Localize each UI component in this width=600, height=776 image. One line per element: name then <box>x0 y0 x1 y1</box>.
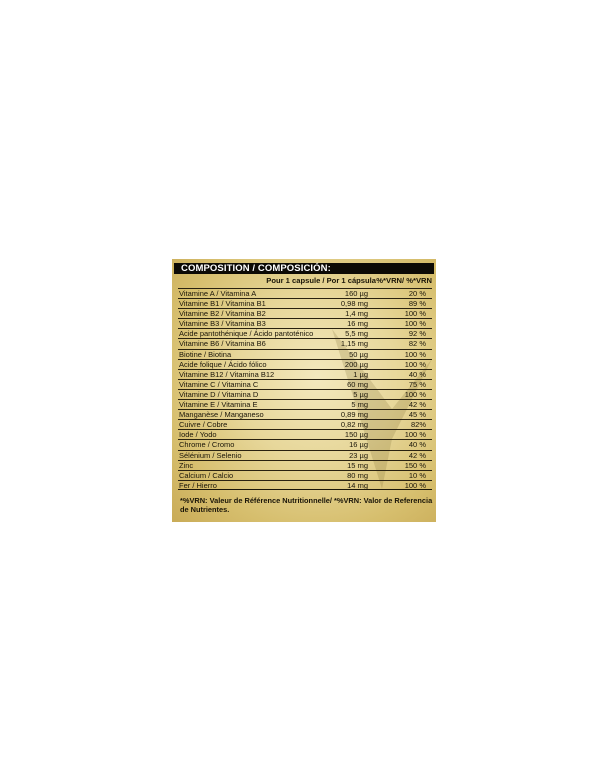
nutrient-name: Zinc <box>179 460 194 470</box>
nutrient-vrn-percent: 100 % <box>404 430 426 440</box>
nutrient-name: Vitamine B12 / Vitamina B12 <box>179 369 275 379</box>
nutrient-vrn-percent: 100 % <box>404 349 426 359</box>
table-row <box>178 470 432 480</box>
table-row <box>178 419 432 429</box>
table-row <box>178 288 432 298</box>
table-row <box>178 328 432 338</box>
nutrient-amount: 60 mg <box>347 379 368 389</box>
nutrient-vrn-percent: 20 % <box>408 289 426 298</box>
nutrient-amount: 1,15 mg <box>340 339 368 349</box>
nutrient-table <box>178 288 432 490</box>
table-row <box>178 379 432 389</box>
nutrient-amount: 160 µg <box>344 289 368 298</box>
nutrient-amount: 200 µg <box>344 359 368 369</box>
nutrient-vrn-percent: 42 % <box>408 450 426 460</box>
column-headers <box>172 275 436 286</box>
nutrient-name: Vitamine E / Vitamina E <box>179 400 258 410</box>
nutrient-amount: 14 mg <box>347 480 368 490</box>
nutrient-amount: 16 mg <box>347 319 368 329</box>
table-row <box>178 409 432 419</box>
table-row <box>178 460 432 470</box>
table-row <box>178 439 432 449</box>
nutrient-amount: 0,82 mg <box>340 420 368 430</box>
vrn-column-header: %*VRN/ %*VRN <box>376 276 432 285</box>
nutrient-name: Vitamine C / Vitamina C <box>179 379 259 389</box>
nutrient-amount: 80 mg <box>347 470 368 480</box>
composition-title: COMPOSITION / COMPOSICIÓN: <box>174 263 434 274</box>
table-row <box>178 308 432 318</box>
nutrient-amount: 5 µg <box>353 389 368 399</box>
table-row <box>178 349 432 359</box>
nutrient-amount: 23 µg <box>349 450 368 460</box>
nutrient-amount: 5 mg <box>351 400 368 410</box>
nutrient-amount: 0,89 mg <box>340 410 368 420</box>
nutrient-name: Calcium / Calcio <box>179 470 234 480</box>
table-row <box>178 429 432 439</box>
table-row <box>178 318 432 328</box>
nutrient-amount: 150 µg <box>344 430 368 440</box>
nutrient-vrn-percent: 92 % <box>408 329 426 339</box>
nutrient-amount: 1,4 mg <box>345 309 368 319</box>
nutrient-name: Vitamine B2 / Vitamina B2 <box>179 309 266 319</box>
nutrient-vrn-percent: 42 % <box>408 400 426 410</box>
table-row <box>178 338 432 348</box>
nutrient-vrn-percent: 40 % <box>408 369 426 379</box>
nutrient-amount: 16 µg <box>349 440 368 450</box>
composition-label <box>172 259 436 522</box>
nutrient-name: Chrome / Cromo <box>179 440 235 450</box>
portion-column-header: Pour 1 capsule / Por 1 cápsula <box>266 276 376 285</box>
nutrient-name: Vitamine A / Vitamina A <box>179 289 257 298</box>
nutrient-name: Sélénium / Selenio <box>179 450 242 460</box>
nutrient-vrn-percent: 82% <box>410 420 426 430</box>
nutrient-amount: 0,98 mg <box>340 299 368 309</box>
table-row <box>178 480 432 490</box>
nutrient-name: Vitamine B6 / Vitamina B6 <box>179 339 266 349</box>
table-row <box>178 369 432 379</box>
nutrient-vrn-percent: 100 % <box>404 319 426 329</box>
table-row <box>178 359 432 369</box>
nutrient-amount: 50 µg <box>349 349 368 359</box>
nutrient-name: Iode / Yodo <box>179 430 217 440</box>
nutrient-name: Acide pantothénique / Ácido pantoténico <box>179 329 314 339</box>
table-row <box>178 450 432 460</box>
nutrient-name: Fer / Hierro <box>179 480 217 490</box>
nutrient-vrn-percent: 100 % <box>404 389 426 399</box>
table-row <box>178 389 432 399</box>
nutrient-vrn-percent: 150 % <box>404 460 426 470</box>
nutrient-name: Vitamine B3 / Vitamina B3 <box>179 319 266 329</box>
nutrient-amount: 1 µg <box>353 369 368 379</box>
nutrient-name: Cuivre / Cobre <box>179 420 228 430</box>
vrn-footnote: *%VRN: Valeur de Référence Nutritionnelle/ *%VRN: Valor de Referencia de Nutrientes. <box>180 496 433 514</box>
nutrient-vrn-percent: 100 % <box>404 480 426 490</box>
nutrient-vrn-percent: 75 % <box>408 379 426 389</box>
nutrient-amount: 5,5 mg <box>345 329 368 339</box>
nutrient-vrn-percent: 82 % <box>408 339 426 349</box>
nutrient-name: Vitamine D / Vitamina D <box>179 389 259 399</box>
table-row <box>178 399 432 409</box>
table-row <box>178 298 432 308</box>
nutrient-name: Manganèse / Manganeso <box>179 410 264 420</box>
nutrient-vrn-percent: 40 % <box>408 440 426 450</box>
nutrient-name: Acide folique / Ácido fólico <box>179 359 267 369</box>
nutrient-vrn-percent: 10 % <box>408 470 426 480</box>
nutrient-vrn-percent: 100 % <box>404 359 426 369</box>
nutrient-vrn-percent: 89 % <box>408 299 426 309</box>
nutrient-name: Vitamine B1 / Vitamina B1 <box>179 299 266 309</box>
nutrient-vrn-percent: 45 % <box>408 410 426 420</box>
nutrient-amount: 15 mg <box>347 460 368 470</box>
nutrient-name: Biotine / Biotina <box>179 349 232 359</box>
nutrient-vrn-percent: 100 % <box>404 309 426 319</box>
